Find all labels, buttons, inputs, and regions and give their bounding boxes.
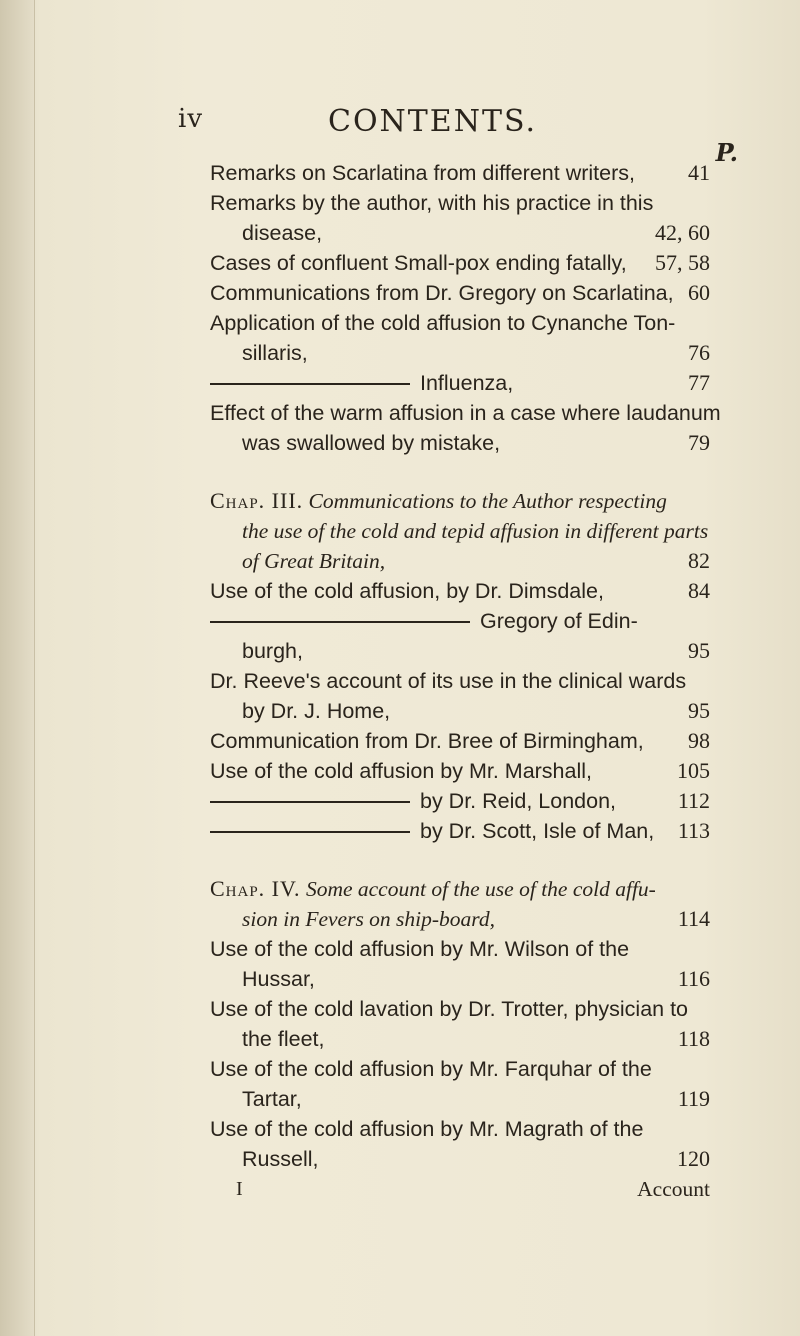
entry-text: sillaris,	[242, 341, 308, 365]
page-folio: iv	[178, 104, 204, 134]
contents-entry	[210, 398, 721, 458]
chapter-heading-4	[210, 874, 710, 934]
ditto-rule	[210, 383, 410, 385]
page-footer	[210, 1174, 710, 1204]
page-title: CONTENTS.	[328, 104, 537, 139]
page-header	[178, 104, 738, 167]
page-number: 76	[688, 340, 710, 365]
entry-text: Communication from Dr. Bree of Birmingham,	[210, 729, 644, 753]
contents-entry	[210, 576, 710, 606]
page-number: 105	[677, 758, 710, 783]
page-number: 95	[688, 638, 710, 663]
entry-text: Use of the cold affusion, by Dr. Dimsdale,	[210, 579, 604, 603]
page-number: 118	[677, 1026, 710, 1051]
contents-entry	[210, 726, 710, 756]
ditto-rule	[210, 801, 410, 803]
entry-text: by Dr. Reid, London,	[420, 789, 617, 813]
page-number: 98	[688, 728, 710, 753]
chapter-text: Communications to the Author respecting	[308, 489, 667, 513]
page-number: 42, 60	[655, 220, 710, 245]
page-number: 95	[688, 698, 710, 723]
contents-entry	[210, 666, 710, 726]
entry-text: Application of the cold affusion to Cynanche Ton-	[210, 311, 676, 335]
entry-text: Hussar,	[242, 967, 315, 991]
chapter-text-line: of Great Britain,	[242, 549, 386, 573]
binding-edge	[0, 0, 35, 1336]
contents-entry	[210, 188, 710, 248]
contents-entry	[210, 248, 710, 278]
ditto-rule	[210, 831, 410, 833]
page-number: 77	[688, 370, 710, 395]
entry-text: the fleet,	[242, 1027, 325, 1051]
entry-text: Dr. Reeve's account of its use in the clinical wards	[210, 669, 687, 693]
contents-entry	[210, 606, 710, 666]
contents-entry	[210, 934, 710, 994]
entry-text: Gregory of Edin-	[480, 609, 638, 633]
chapter-text-line: sion in Fevers on ship-board,	[242, 907, 496, 931]
entry-text: Effect of the warm affusion in a case where laudanum	[210, 401, 721, 425]
entry-text: Use of the cold affusion by Mr. Marshall,	[210, 759, 593, 783]
contents-list	[210, 158, 721, 1204]
contents-entry	[210, 278, 710, 308]
contents-entry	[210, 816, 710, 846]
entry-text: Use of the cold affusion by Mr. Farquhar of the	[210, 1057, 652, 1081]
contents-section-chapter-2	[210, 158, 721, 458]
contents-entry	[210, 308, 710, 368]
entry-text: Cases of confluent Small-pox ending fatally,	[210, 251, 627, 275]
page-number: 113	[677, 818, 710, 843]
page-number: 57, 58	[655, 250, 710, 275]
contents-entry	[210, 368, 710, 398]
entry-text: Communications from Dr. Gregory on Scarlatina,	[210, 281, 674, 305]
page-column-label: P.	[715, 138, 738, 167]
entry-text: Russell,	[242, 1147, 319, 1171]
contents-entry	[210, 1054, 710, 1114]
contents-entry	[210, 1114, 710, 1174]
entry-text: Use of the cold lavation by Dr. Trotter, physician to	[210, 997, 689, 1021]
page-number: 60	[688, 280, 710, 305]
chapter-heading-3	[210, 486, 710, 576]
entry-text: by Dr. J. Home,	[242, 699, 391, 723]
page-number: 120	[677, 1146, 710, 1171]
chapter-label: Chap. III.	[210, 488, 304, 513]
ditto-rule	[210, 621, 470, 623]
page-number: 79	[688, 430, 710, 455]
entry-text: Use of the cold affusion by Mr. Magrath of the	[210, 1117, 644, 1141]
page-number: 84	[688, 578, 710, 603]
contents-entry	[210, 994, 710, 1054]
entry-text: burgh,	[242, 639, 303, 663]
entry-text: disease,	[242, 221, 323, 245]
catchword: Account	[637, 1177, 710, 1201]
entry-text: Remarks by the author, with his practice in this	[210, 191, 654, 215]
contents-entry	[210, 158, 710, 188]
entry-text: Tartar,	[242, 1087, 302, 1111]
entry-text: Influenza,	[420, 371, 514, 395]
entry-text: was swallowed by mistake,	[242, 431, 501, 455]
contents-section-chapter-3	[210, 576, 710, 846]
entry-text: by Dr. Scott, Isle of Man,	[420, 819, 655, 843]
chapter-text-line: the use of the cold and tepid affusion in different parts	[242, 519, 709, 543]
page-number: 82	[688, 548, 710, 573]
signature-mark: I	[236, 1178, 243, 1200]
contents-entry	[210, 786, 710, 816]
page-number: 41	[688, 160, 710, 185]
chapter-label: Chap. IV.	[210, 876, 301, 901]
page-number: 114	[677, 906, 710, 931]
contents-entry	[210, 756, 710, 786]
chapter-text: Some account of the use of the cold affu-	[305, 877, 656, 901]
entry-text: Remarks on Scarlatina from different writers,	[210, 161, 635, 185]
page-number: 119	[677, 1086, 710, 1111]
page-number: 112	[677, 788, 710, 813]
page-number: 116	[677, 966, 710, 991]
contents-section-chapter-4	[210, 934, 710, 1174]
entry-text: Use of the cold affusion by Mr. Wilson of the	[210, 937, 630, 961]
